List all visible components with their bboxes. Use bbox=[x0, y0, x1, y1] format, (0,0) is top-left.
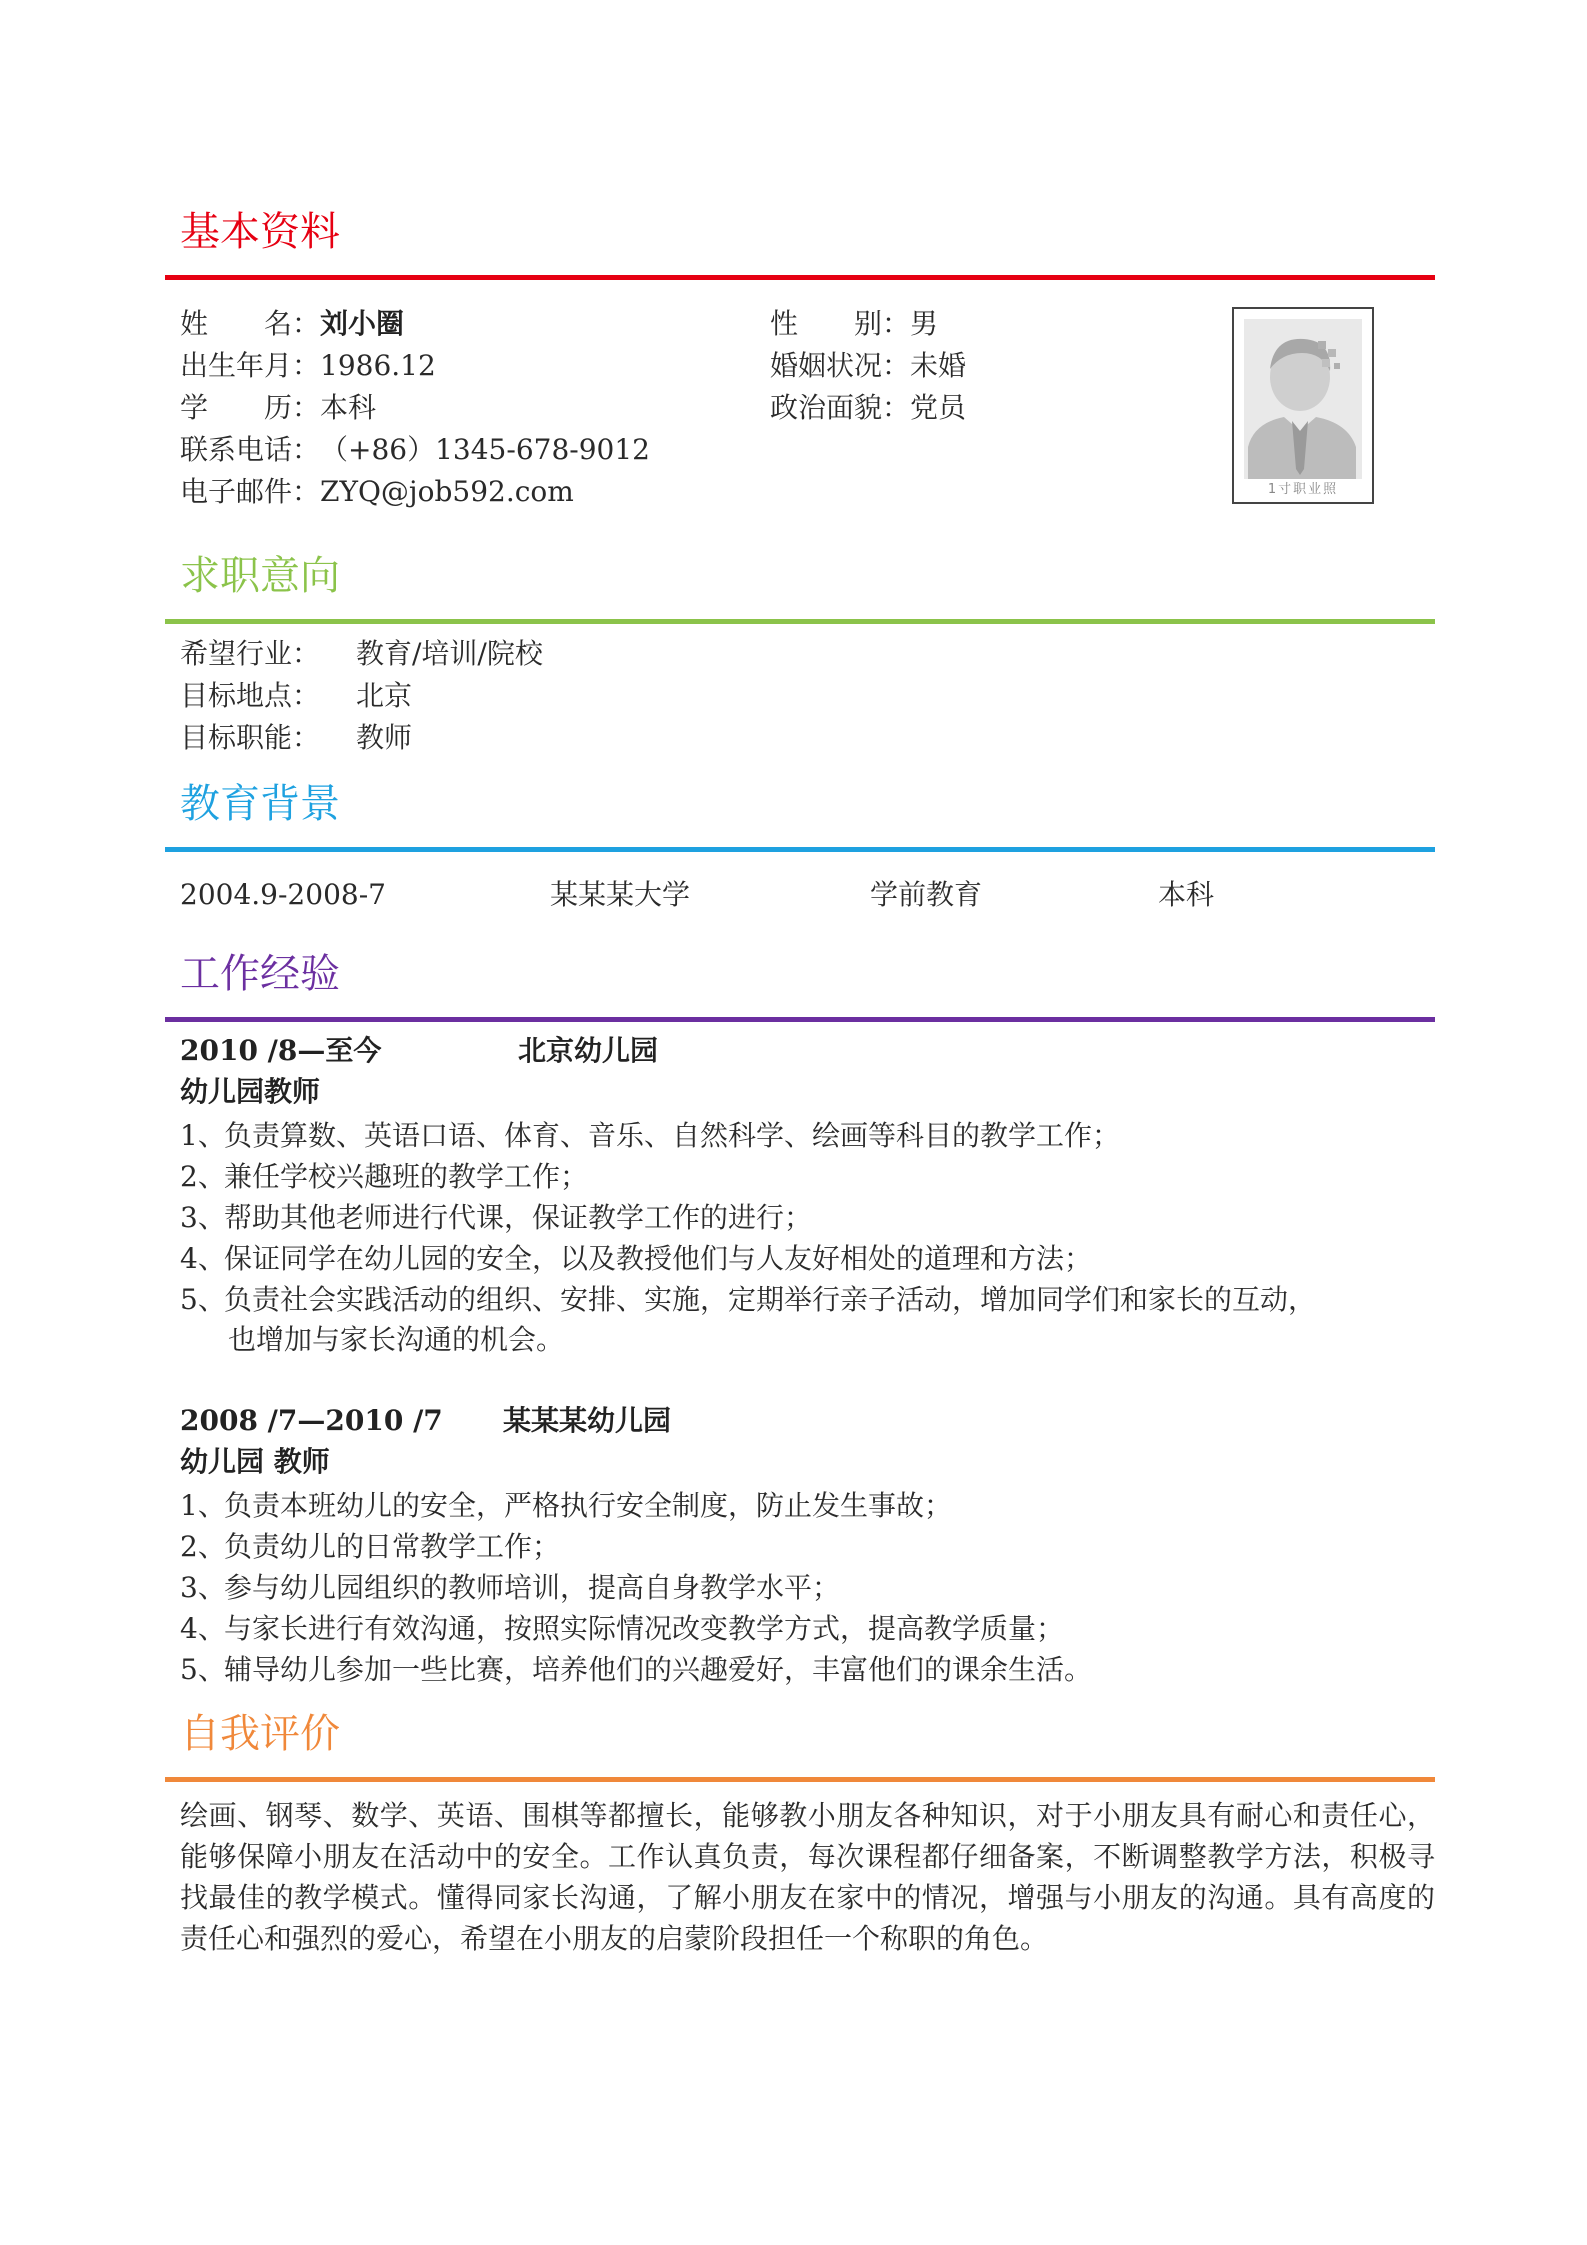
section-rule-work bbox=[165, 1017, 1435, 1022]
degree-value: 本科 bbox=[320, 391, 377, 424]
education-period: 2004.9-2008-7 bbox=[180, 878, 386, 911]
list-number: 5、 bbox=[180, 1283, 226, 1316]
name-value: 刘小圈 bbox=[320, 307, 405, 340]
list-item bbox=[180, 1526, 1440, 1567]
profile-photo bbox=[1232, 307, 1374, 504]
list-item bbox=[180, 1485, 1440, 1526]
section-title-education: 教育背景 bbox=[180, 781, 340, 827]
job2-period: 2008 /7—2010 /7 bbox=[180, 1404, 443, 1437]
name-label: 姓 名： bbox=[180, 307, 321, 340]
list-number: 1、 bbox=[180, 1489, 226, 1522]
job1-company: 北京幼儿园 bbox=[518, 1034, 659, 1067]
email-row bbox=[180, 474, 574, 510]
list-text: 参与幼儿园组织的教师培训，提高自身教学水平； bbox=[224, 1571, 841, 1604]
marital-value: 未婚 bbox=[910, 349, 967, 382]
avatar-placeholder-icon bbox=[1244, 319, 1362, 479]
section-rule-self bbox=[165, 1777, 1435, 1782]
birth-row bbox=[180, 348, 436, 384]
email-value[interactable]: ZYQ@job592.com bbox=[320, 475, 574, 508]
gender-row bbox=[770, 306, 938, 342]
list-number: 2、 bbox=[180, 1160, 226, 1193]
section-title-self: 自我评价 bbox=[180, 1711, 340, 1757]
email-label: 电子邮件： bbox=[180, 475, 321, 508]
list-text: 帮助其他老师进行代课，保证教学工作的进行； bbox=[224, 1201, 813, 1234]
location-label: 目标地点： bbox=[180, 679, 321, 712]
industry-value: 教育/培训/院校 bbox=[356, 637, 543, 670]
name-row bbox=[180, 306, 404, 342]
political-row bbox=[770, 390, 966, 426]
job2-role: 幼儿园 教师 bbox=[180, 1445, 330, 1478]
phone-row bbox=[180, 432, 650, 468]
education-degree: 本科 bbox=[1158, 878, 1215, 911]
gender-value: 男 bbox=[910, 307, 939, 340]
list-number: 4、 bbox=[180, 1612, 226, 1645]
list-text: 兼任学校兴趣班的教学工作； bbox=[224, 1160, 589, 1193]
position-row bbox=[180, 720, 412, 756]
position-label: 目标职能： bbox=[180, 721, 321, 754]
self-evaluation-text: 绘画、钢琴、数学、英语、围棋等都擅长，能够教小朋友各种知识，对于小朋友具有耐心和责任心，能够保障小朋友在活动中的安全。工作认真负责，每次课程都仔细备案，不断调整教学方法，积极寻找最佳的教学模式。懂得同家长沟通，了解小朋友在家中的情况，增强与小朋友的沟通。具有高度的责任心和强烈的爱心，希望在小朋友的启蒙阶段担任一个称职的角色。 bbox=[180, 1799, 1435, 1955]
section-title-basic: 基本资料 bbox=[180, 209, 340, 255]
location-row bbox=[180, 678, 412, 714]
political-label: 政治面貌： bbox=[770, 391, 911, 424]
birth-value: 1986.12 bbox=[320, 349, 436, 382]
photo-caption: 1寸职业照 bbox=[1267, 482, 1339, 497]
political-value: 党员 bbox=[910, 391, 967, 424]
section-rule-education bbox=[165, 847, 1435, 852]
position-value: 教师 bbox=[356, 721, 413, 754]
list-number: 3、 bbox=[180, 1571, 226, 1604]
list-text: 辅导幼儿参加一些比赛，培养他们的兴趣爱好，丰富他们的课余生活。 bbox=[224, 1653, 1093, 1686]
list-item bbox=[180, 1649, 1440, 1690]
list-text: 负责算数、英语口语、体育、音乐、自然科学、绘画等科目的教学工作； bbox=[224, 1119, 1121, 1152]
birth-label: 出生年月： bbox=[180, 349, 321, 382]
job2-company: 某某某幼儿园 bbox=[503, 1404, 672, 1437]
list-text: 负责幼儿的日常教学工作； bbox=[224, 1530, 561, 1563]
list-text: 与家长进行有效沟通，按照实际情况改变教学方式，提高教学质量； bbox=[224, 1612, 1065, 1645]
education-major: 学前教育 bbox=[870, 878, 983, 911]
list-item bbox=[180, 1567, 1440, 1608]
section-rule-intent bbox=[165, 619, 1435, 624]
list-number: 4、 bbox=[180, 1242, 226, 1275]
section-rule-basic bbox=[165, 275, 1435, 280]
list-item bbox=[180, 1156, 1440, 1197]
section-title-intent: 求职意向 bbox=[180, 553, 340, 599]
list-text-continuation: 也增加与家长沟通的机会。 bbox=[228, 1323, 565, 1356]
list-item bbox=[180, 1608, 1440, 1649]
list-number: 5、 bbox=[180, 1653, 226, 1686]
list-item bbox=[180, 1115, 1440, 1156]
location-value: 北京 bbox=[356, 679, 413, 712]
phone-label: 联系电话： bbox=[180, 433, 321, 466]
education-school: 某某某大学 bbox=[550, 878, 691, 911]
list-number: 3、 bbox=[180, 1201, 226, 1234]
list-text: 负责社会实践活动的组织、安排、实施，定期举行亲子活动，增加同学们和家长的互动， bbox=[224, 1283, 1317, 1316]
list-item bbox=[180, 1279, 1440, 1320]
degree-label: 学 历： bbox=[180, 391, 321, 424]
marital-row bbox=[770, 348, 966, 384]
phone-value: （+86）1345-678-9012 bbox=[320, 433, 650, 466]
list-number: 1、 bbox=[180, 1119, 226, 1152]
industry-label: 希望行业： bbox=[180, 637, 321, 670]
gender-label: 性 别： bbox=[770, 307, 911, 340]
degree-row bbox=[180, 390, 376, 426]
job1-role: 幼儿园教师 bbox=[180, 1075, 321, 1108]
industry-row bbox=[180, 636, 543, 672]
marital-label: 婚姻状况： bbox=[770, 349, 911, 382]
list-number: 2、 bbox=[180, 1530, 226, 1563]
list-item bbox=[180, 1238, 1440, 1279]
list-text: 保证同学在幼儿园的安全，以及教授他们与人友好相处的道理和方法； bbox=[224, 1242, 1093, 1275]
list-item bbox=[180, 1197, 1440, 1238]
job1-period: 2010 /8—至今 bbox=[180, 1034, 382, 1067]
list-text: 负责本班幼儿的安全，严格执行安全制度，防止发生事故； bbox=[224, 1489, 953, 1522]
section-title-work: 工作经验 bbox=[180, 951, 340, 997]
